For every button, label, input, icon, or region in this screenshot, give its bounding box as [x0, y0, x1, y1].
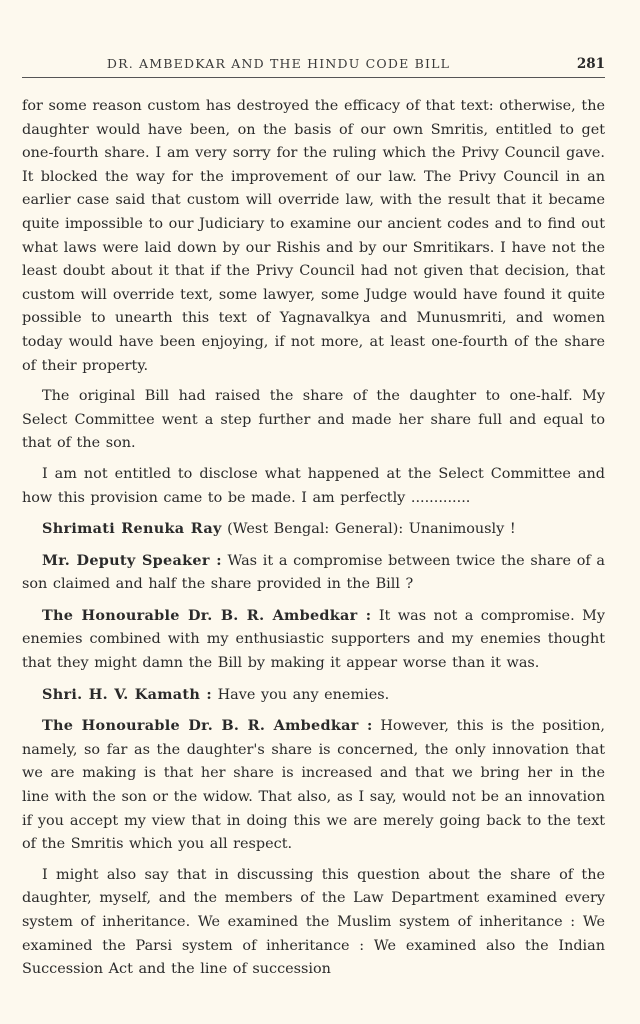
speaker-name: Shri. H. V. Kamath : [42, 685, 213, 703]
paragraph-select-committee [22, 463, 605, 510]
speech-kamath [22, 683, 605, 708]
speech-text: It was not a compromise. My enemies combined with my enthusiastic supporters and my enemies thought that they might damn the Bill by making it appear worse than it was. [22, 607, 605, 672]
speaker-name: The Honourable Dr. B. R. Ambedkar : [42, 717, 373, 735]
speech-renuka-ray [22, 517, 605, 542]
paragraph-text: The original Bill had raised the share of the daughter to one-half. My Select Committee went a step further and made her share full and equal to that of the son. [22, 388, 605, 452]
speech-text: (West Bengal: General): Unanimously ! [221, 521, 516, 538]
page-number: 281 [576, 56, 605, 72]
speaker-name: The Honourable Dr. B. R. Ambedkar : [42, 606, 372, 624]
speech-text: Have you any enemies. [212, 686, 390, 703]
speech-deputy-speaker [22, 549, 605, 597]
running-header [22, 0, 605, 78]
paragraph-continuation [22, 95, 605, 378]
body-text [22, 78, 605, 982]
paragraph-text: I am not entitled to disclose what happened at the Select Committee and how this provision came to be made. I am perfectly ............. [22, 465, 605, 506]
paragraph-text: for some reason custom has destroyed the efficacy of that text: otherwise, the daughter would have been, on the basis of our own Smritis, entitled to get one-fourth share. I am very sorry for the ruling which the Privy Council gave. It blocked the way for the improvement of our law. The Privy Council in an earlier case said that custom will override law, with the result that it became quite impossible to our Judiciary to examine our ancient codes and to find out what laws were laid down by our Rishis and by our Smritikars. I have not the least doubt about it that if the Privy Council had not given that decision, that custom will override text, some lawyer, some Judge would have found it quite possible to unearth this text of Yagnavalkya and Munusmriti, and women today would have been enjoying, if not more, at least one-fourth of the share of their property. [22, 98, 605, 374]
speech-text: However, this is the position, namely, so far as the daughter's share is concerned, the only innovation that we are making is that her share is increased and that we bring her in the line with the son or the widow. That also, as I say, would not be an innovation if you accept my view that in doing this we are merely going back to the text of the Smritis which you all respect. [22, 718, 605, 853]
speech-text: Was it a compromise between twice the share of a son claimed and half the share provided in the Bill ? [22, 552, 605, 593]
paragraph-inheritance-systems [22, 864, 605, 982]
speaker-name: Mr. Deputy Speaker : [42, 551, 222, 569]
paragraph-original-bill [22, 385, 605, 456]
speaker-name: Shrimati Renuka Ray [42, 520, 222, 538]
paragraph-text: I might also say that in discussing this question about the share of the daughter, myself, and the members of the Law Department examined every system of inheritance. We examined the Muslim system of inheritance : We examined the Parsi system of inheritance : We examined also the Indian Succession Act and the line of succession [22, 866, 605, 978]
speech-ambedkar-2 [22, 714, 605, 857]
speech-ambedkar-1 [22, 604, 605, 676]
running-title: DR. AMBEDKAR AND THE HINDU CODE BILL [106, 56, 451, 71]
